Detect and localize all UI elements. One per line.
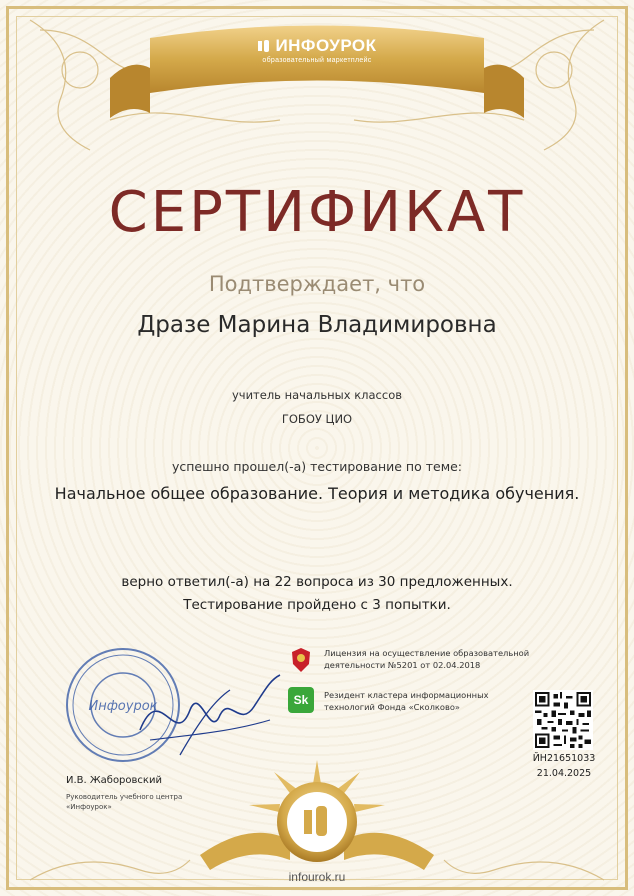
result-line-2: Тестирование пройдено с 3 попытки. (183, 597, 451, 613)
license-text: Лицензия на осуществление образовательной деятельности №5201 от 02.04.2018 (324, 648, 530, 670)
website-link[interactable]: infourok.ru (288, 870, 346, 884)
signer-name: И.В. Жаборовский (66, 775, 162, 786)
brand-name: ИНФОУРОК (275, 36, 377, 55)
brand-block (0, 36, 634, 64)
signer-role: Руководитель учебного центра «Инфоурок» (66, 793, 183, 811)
ribbon-banner (110, 18, 524, 128)
certificate-title: СЕРТИФИКАТ (108, 180, 526, 245)
infourok-logo-icon (257, 39, 271, 53)
tested-text: успешно прошел(-а) тестирование по теме: (171, 459, 463, 474)
result-line-1: верно ответил(-а) на 22 вопроса из 30 предложенных. (121, 574, 513, 590)
recipient-position: учитель начальных классов (231, 388, 403, 402)
certificate-number: ЙН21651033 (532, 753, 596, 764)
test-topic: Начальное общее образование. Теория и методика обучения. (54, 484, 580, 503)
russia-emblem-icon (288, 646, 314, 674)
skolkovo-text: Резидент кластера информационных технологий Фонда «Сколково» (324, 690, 489, 712)
confirms-text: Подтверждает, что (208, 272, 426, 296)
stamp-center-text: Инфоурок (88, 699, 158, 714)
handwritten-signature (120, 660, 290, 770)
recipient-organization: ГОБОУ ЦИО (281, 412, 353, 426)
recipient-name: Дразе Марина Владимировна (137, 312, 497, 338)
skolkovo-logo-icon: Sk (288, 687, 314, 713)
qr-code (533, 690, 593, 750)
certificate-date: 21.04.2025 (536, 768, 592, 779)
brand-subtitle: образовательный маркетплейс (262, 57, 372, 64)
